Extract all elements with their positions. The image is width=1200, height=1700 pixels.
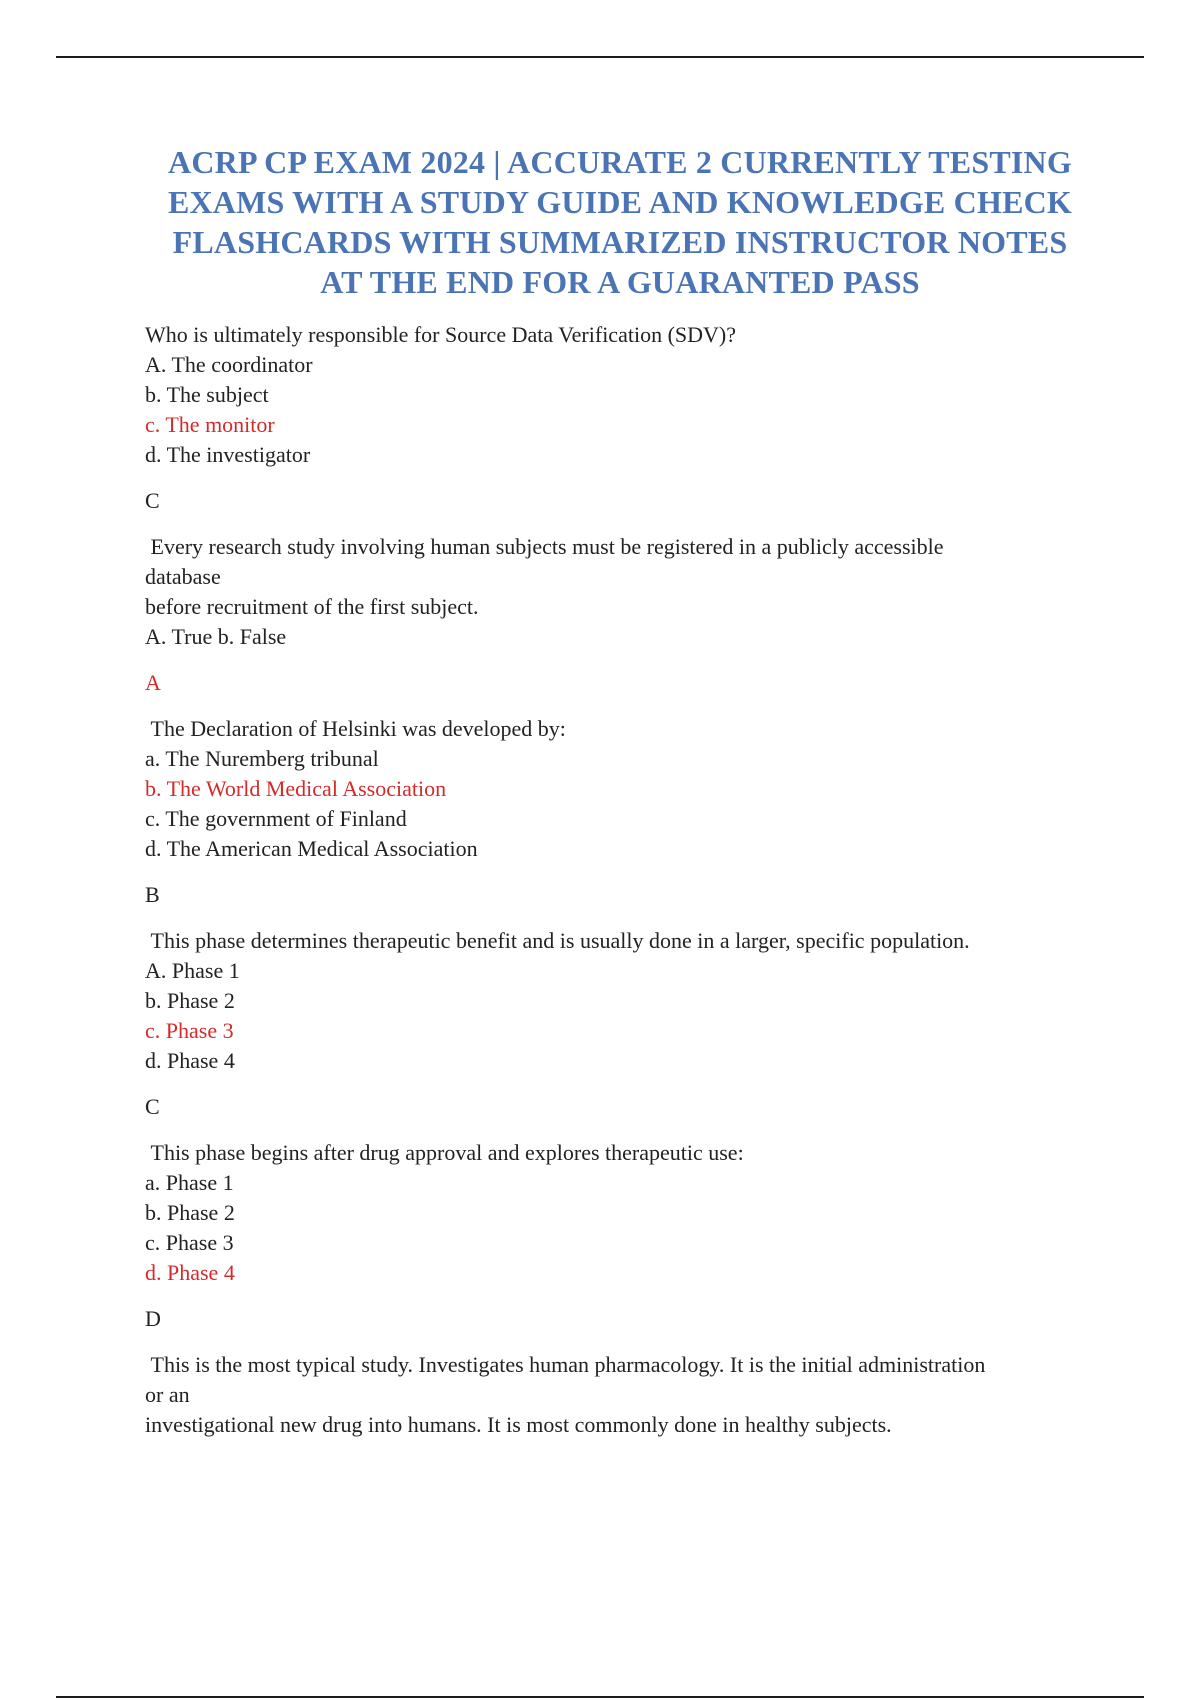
option: d. Phase 4 [145, 1048, 235, 1073]
question-block [145, 1350, 1085, 1440]
option-correct: c. Phase 3 [145, 1018, 234, 1043]
question-stem: Who is ultimately responsible for Source Data Verification (SDV)? [145, 322, 736, 347]
option: a. The Nuremberg tribunal [145, 746, 379, 771]
document-title [130, 142, 1110, 302]
question-stem: before recruitment of the first subject. [145, 594, 479, 619]
question-block [145, 532, 1085, 698]
question-stem: investigational new drug into humans. It is most commonly done in healthy subjects. [145, 1412, 892, 1437]
question-block [145, 320, 1085, 516]
footer-rule [56, 1696, 1144, 1698]
question-stem: This is the most typical study. Investigates human pharmacology. It is the initial administration [145, 1352, 986, 1377]
question-stem: The Declaration of Helsinki was developed by: [145, 716, 566, 741]
title-line: FLASHCARDS WITH SUMMARIZED INSTRUCTOR NOTES [172, 224, 1068, 260]
option-correct: d. Phase 4 [145, 1260, 235, 1285]
question-block [145, 714, 1085, 910]
question-list [145, 320, 1085, 1440]
option: c. The government of Finland [145, 806, 407, 831]
question-stem: database [145, 564, 221, 589]
option: d. The American Medical Association [145, 836, 478, 861]
question-stem: or an [145, 1382, 190, 1407]
question-stem: This phase begins after drug approval and explores therapeutic use: [145, 1140, 744, 1165]
option: a. Phase 1 [145, 1170, 234, 1195]
option-correct: b. The World Medical Association [145, 776, 447, 801]
option: A. Phase 1 [145, 958, 240, 983]
title-line: EXAMS WITH A STUDY GUIDE AND KNOWLEDGE CHECK [167, 184, 1073, 220]
question-block [145, 1138, 1085, 1334]
option-correct: c. The monitor [145, 412, 275, 437]
option: b. Phase 2 [145, 988, 235, 1013]
option: b. Phase 2 [145, 1200, 235, 1225]
answer-key: D [145, 1306, 161, 1331]
answer-key: C [145, 1094, 160, 1119]
answer-key: C [145, 488, 160, 513]
question-block [145, 926, 1085, 1122]
option: d. The investigator [145, 442, 311, 467]
title-line: ACRP CP EXAM 2024 | ACCURATE 2 CURRENTLY TESTING [168, 144, 1072, 180]
option: c. Phase 3 [145, 1230, 234, 1255]
option: b. The subject [145, 382, 269, 407]
question-stem: Every research study involving human subjects must be registered in a publicly accessible [145, 534, 944, 559]
title-line: AT THE END FOR A GUARANTED PASS [320, 264, 920, 300]
option: A. The coordinator [145, 352, 313, 377]
header-rule [56, 56, 1144, 58]
answer-key: B [145, 882, 160, 907]
option: A. True b. False [145, 624, 287, 649]
answer-key: A [145, 670, 161, 695]
question-stem: This phase determines therapeutic benefit and is usually done in a larger, specific population. [145, 928, 970, 953]
